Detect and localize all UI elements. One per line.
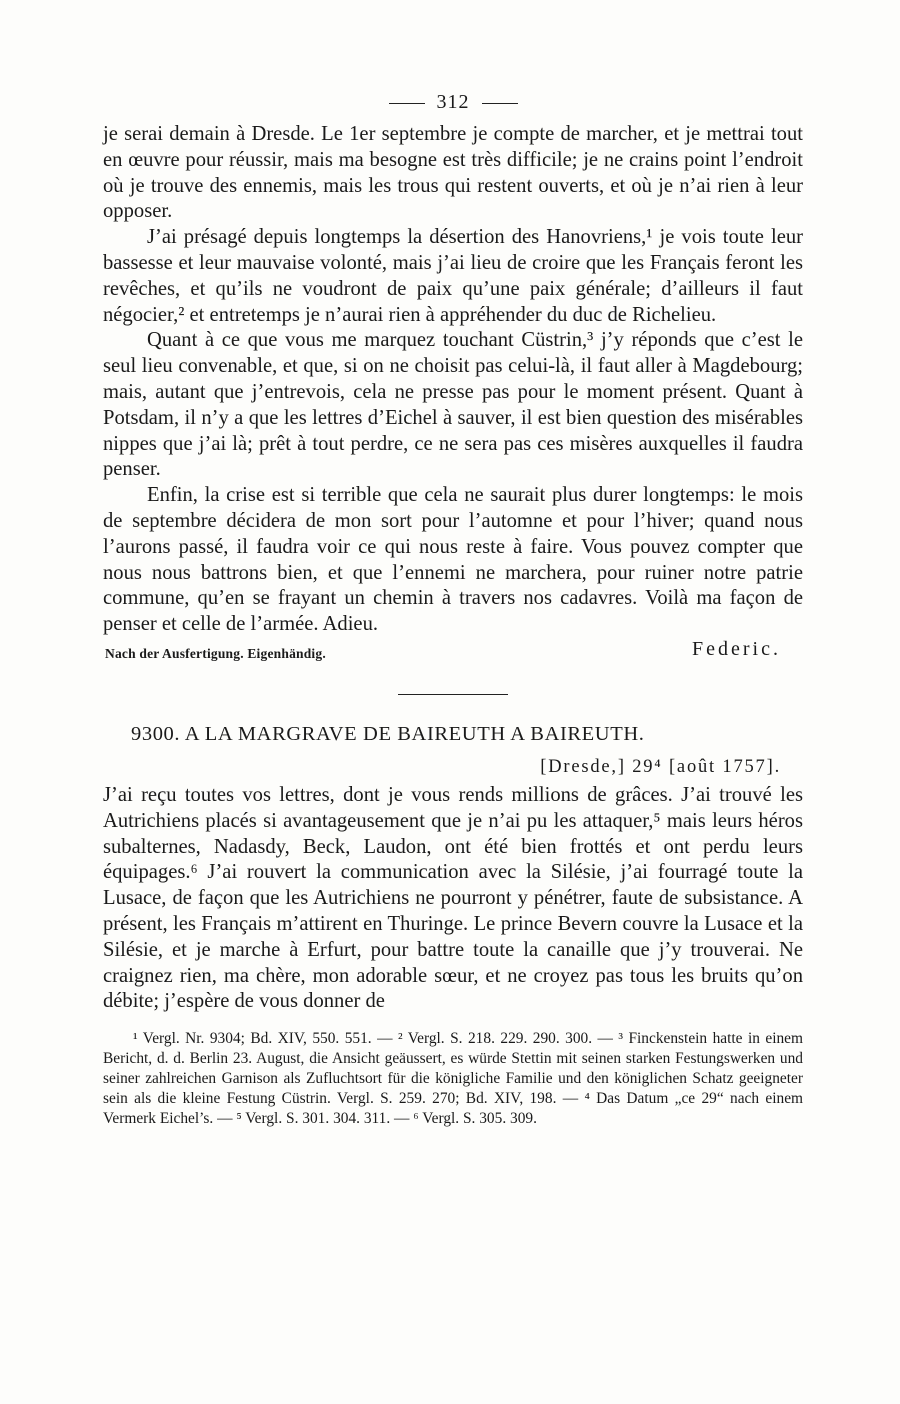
book-page: [103, 88, 803, 1129]
signature: Federic.: [692, 637, 781, 660]
page-number: 312: [436, 91, 470, 113]
paragraph: J’ai reçu toutes vos lettres, dont je vous rends millions de grâces. J’ai trouvé les Autrichiens placés si avantageusement que je n’ai pu les attaquer,⁵ mais leurs héros subalternes, Nadasdy, Beck, Laudon, ont été bien frottés et ont perdu leurs équipages.⁶ J’ai rouvert la communication avec la Silésie, j’ai fourragé toute la Lusace, de façon que les Autrichiens ne pourront y pénétrer, faute de subsistance. A présent, les Français m’attirent en Thuringe. Le prince Bevern couvre la Lusace et la Silésie, et je marche à Erfurt, pour battre toute la canaille que j’y trouverai. Ne craignez rien, ma chère, mon adorable sœur, et ne croyez pas tous les bruits qu’on débite; j’espère de vous donner de: [103, 783, 803, 1013]
paragraph: Quant à ce que vous me marquez touchant Cüstrin,³ j’y réponds que c’est le seul lieu convenable, et que, si on ne choisit pas celui-là, il faut aller à Magdebourg; mais, autant que j’entrevois, cela ne presse pas pour le moment présent. Quant à Potsdam, il n’y a que les lettres d’Eichel à sauver, il est bien question des misérables nippes que j’ai là; prêt à tout perdre, ce ne sera pas ces misères auxquelles il faudra penser.: [103, 329, 803, 481]
section-divider: [398, 694, 508, 695]
footnotes: [103, 1029, 803, 1129]
source-note: Nach der Ausfertigung. Eigenhändig.: [105, 645, 326, 661]
page-header: [103, 88, 803, 116]
footnote-text: ¹ Vergl. Nr. 9304; Bd. XIV, 550. 551. — ² Vergl. S. 218. 229. 290. 300. — ³ Finckenstein hatte in einem Bericht, d. d. Berlin 23. August, die Ansicht geäussert, es würde Stettin mit seinen starken Festungswerken und seiner zahlreichen Garnison als Zufluchtsort für die königliche Familie und den königlichen Schatz geeigneter sein als die kleine Festung Cüstrin. Vergl. S. 259. 270; Bd. XIV, 198. — ⁴ Das Datum „ce 29“ nach einem Vermerk Eichel’s. — ⁵ Vergl. S. 301. 304. 311. — ⁶ Vergl. S. 305. 309.: [103, 1030, 803, 1128]
dateline: [Dresde,] 29⁴ [août 1757].: [540, 756, 781, 777]
paragraph: je serai demain à Dresde. Le 1er septembre je compte de marcher, et je mettrai tout en œuvre pour réussir, mais ma besogne est très difficile; je ne crains point l’endroit où je trouve des ennemis, mais les trous qui restent ouverts, et où je n’ai rien à leur opposer.: [103, 123, 803, 223]
letter-body: [103, 783, 803, 1015]
paragraph: Enfin, la crise est si terrible que cela ne saurait plus durer longtemps: le mois de septembre décidera de mon sort pour l’automne et pour l’hiver; quand nous l’aurons passé, il faudra voir ce qui nous reste à faire. Vous pouvez compter que nous nous battrons bien, et que l’ennemi ne marchera, pour ruiner notre patrie commune, qu’en se frayant un chemin à travers nos cadavres. Voilà ma façon de penser et celle de l’armée. Adieu.: [103, 484, 803, 636]
paragraph: J’ai présagé depuis longtemps la désertion des Hanovriens,¹ je vois toute leur bassesse et leur mauvaise volonté, mais j’ai lieu de croire que les Français feront les revêches, et qu’ils ne voudront de paix qu’une paix générale; d’ailleurs il faut négocier,² et entretemps je n’aurai rien à appréhender du duc de Richelieu.: [103, 226, 803, 326]
letter-heading: 9300. A LA MARGRAVE DE BAIREUTH A BAIREUTH.: [131, 722, 645, 745]
header-dash-left: [389, 103, 425, 104]
header-dash-right: [482, 103, 518, 104]
signoff: [103, 637, 803, 670]
previous-letter-body: [103, 122, 803, 638]
